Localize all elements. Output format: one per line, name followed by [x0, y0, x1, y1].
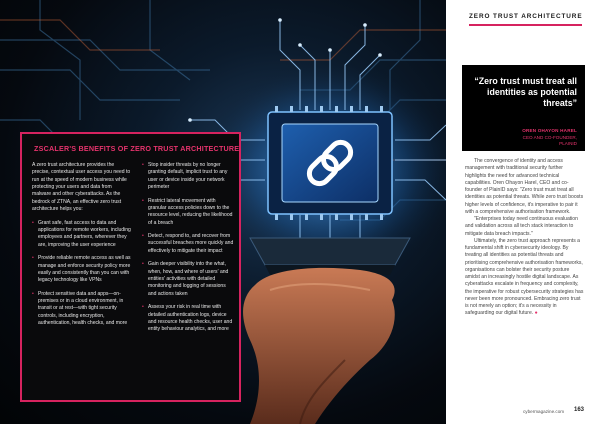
pull-quote-name: OREN OHAYON HAREL: [522, 128, 577, 133]
bullet-dot-icon: •: [142, 162, 144, 168]
section-header: ZERO TRUST ARCHITECTURE: [469, 13, 583, 20]
benefits-left-column: [32, 162, 132, 334]
bullet-dot-icon: •: [142, 304, 144, 311]
bullet-item: • Restrict lateral movement with granular access policies down to the resource level, reducing the likelihood of a breach: [142, 197, 233, 226]
bullet-item: • Provide reliable remote access as well as manage and enforce security policy more easily and consistently than you can with legacy technology like VPNs: [32, 255, 131, 284]
bullet-dot-icon: •: [32, 219, 34, 226]
bullet-item: • Gain deeper visibility into the what, when, how, and where of users' and entities' activities with detailed monitoring and logging of sessions and actions taken: [142, 261, 229, 297]
pull-quote-text: “Zero trust must treat all identities as potential threats”: [474, 76, 577, 108]
benefits-intro: A zero trust architecture provides the precise, contextual user access you need to run at the speed of modern business while protecting your users and data from malware and other cyberattacks. As the bedrock of ZTNA, an effective zero trust architecture helps you:: [32, 162, 131, 213]
benefits-right-column: [142, 162, 234, 340]
end-mark-icon: ●: [533, 310, 538, 317]
article-body: [465, 158, 585, 318]
benefits-box: [20, 132, 241, 402]
benefits-box-title: ZSCALER'S BENEFITS OF ZERO TRUST ARCHITECTURE: [34, 144, 240, 153]
bullet-dot-icon: •: [32, 255, 34, 262]
bullet-item: • Detect, respond to, and recover from successful breaches more quickly and effectively to mitigate their impact: [142, 233, 234, 254]
bullet-item: • Assess your risk in real time with detailed authentication logs, device and resource health checks, user and entity behaviour analytics, and more: [142, 304, 233, 333]
bullet-dot-icon: •: [32, 290, 34, 297]
bullet-item: • Stop insider threats by no longer granting default, implicit trust to any user or device inside your network perimeter: [142, 162, 228, 191]
bullet-dot-icon: •: [142, 233, 144, 240]
footer-site[interactable]: cybermagazine.com: [523, 409, 565, 414]
pull-quote: [462, 65, 585, 151]
pull-quote-role: CEO AND CO-FOUNDER, PLAINID: [522, 135, 577, 146]
body-paragraph: The convergence of identity and access management with traditional security further highlights the need for advanced technical capabilities. Oren Ohayon Harel, CEO and co-founder of PlainID says: "Zero trust must treat all identities as potential threats. While zero trust boosts higher levels of confidence, it's imperative to pair it with a comprehensive authorisation framework.: [465, 158, 584, 215]
bullet-dot-icon: •: [142, 197, 144, 204]
bullet-item: • Grant safe, fast access to data and applications for remote workers, including employees and partners, wherever they are, improving the user experience: [32, 219, 131, 248]
page-number: 163: [574, 407, 585, 413]
body-paragraph: Ultimately, the zero trust approach represents a fundamental shift in cybersecurity ideology. By treating all identities as potential threats and prioritising comprehensive authorisation frameworks, organisations can bolster their security posture amidst an increasingly hostile digital landscape. As cyberattacks escalate in frequency and complexity, the imperative for robust cybersecurity strategies has never been more pronounced. Embracing zero trust is not merely an option; it's a necessity in safeguarding our digital future. ●: [465, 237, 584, 317]
body-paragraph: "Enterprises today need continuous evaluation and validation across all tech stack interaction to mitigate data breach impacts.": [465, 216, 578, 237]
header-divider: [469, 24, 582, 26]
bullet-item: • Protect sensitive data and apps—on-premises or in a cloud environment, in transit or at rest—with tight security controls, including encryption, authentication, health checks, and more: [32, 290, 128, 327]
bullet-dot-icon: •: [142, 261, 144, 268]
